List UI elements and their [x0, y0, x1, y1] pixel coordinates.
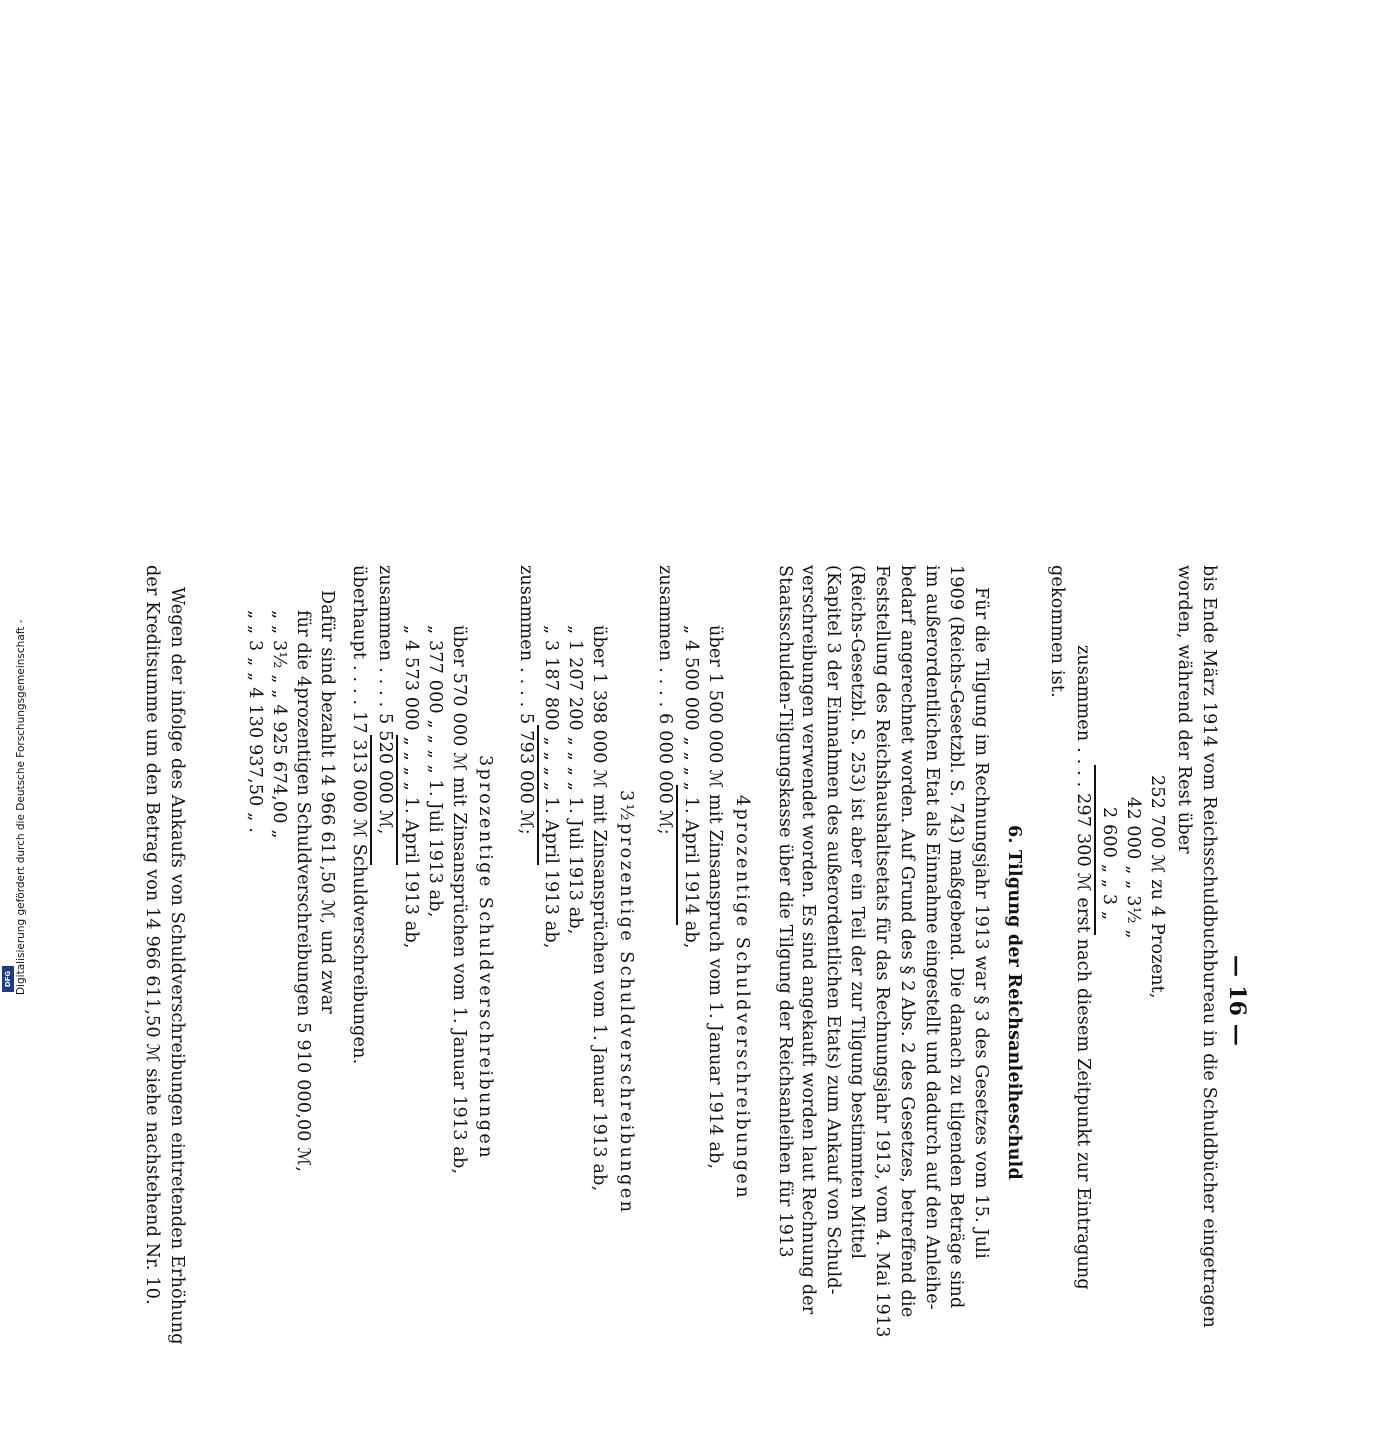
text-line: 2 600 „ „ 3 „	[1099, 807, 1119, 921]
text-line: „ „ 3 „ „ 4 130 937,50 „ .	[245, 610, 265, 834]
text-line: worden, während der Rest über	[1174, 565, 1194, 854]
text-line: zusammen . . . . 5 793 000 ℳ;	[516, 565, 536, 835]
text-line: zusammen . . . . 5 520 000 ℳ,	[375, 565, 395, 835]
text-line: zusammen . . . . 297 300 ℳ erst nach diesem Zeitpunkt zur Eintragung	[1073, 645, 1093, 1290]
text-line: über 1 500 000 ℳ mit Zinsanspruch vom 1. Januar 1914 ab,	[705, 625, 725, 1170]
text-line: (Kapitel 3 der Einnahmen des außerordentlichen Etats) zum Ankauf von Schuld-	[823, 565, 843, 1295]
text-line: der Kreditsumme um den Betrag von 14 966 611,50 ℳ siehe nachstehend Nr. 10.	[142, 565, 162, 1305]
rotated-page-content	[8, 565, 1248, 1445]
text-line: „ 1 207 200 „ „ „ „ 1. Juli 1913 ab,	[565, 625, 585, 935]
sum-rule	[1094, 765, 1096, 935]
text-line: „ 4 500 000 „ „ „ „ 1. April 1914 ab,	[681, 625, 701, 949]
text-line: im außerordentlichen Etat als Einnahme eingestellt und dadurch auf den Anleihe-	[922, 565, 942, 1310]
text-line: zusammen . . . . 6 000 000 ℳ;	[655, 565, 675, 835]
text-line: bis Ende März 1914 vom Reichsschuldbuchbureau in die Schuldbücher eingetragen	[1199, 565, 1219, 1328]
text-line: bedarf angerechnet worden. Auf Grund des § 2 Abs. 2 des Gesetzes, betreffend die	[897, 565, 917, 1318]
subheading: 3prozentige Schuldverschreibungen	[475, 755, 495, 1161]
text-line: Staatsschulden-Tilgungskasse über die Tilgung der Reichsanleihen für 1913	[775, 565, 795, 1258]
text-line: für die 4prozentigen Schuldverschreibungen 5 910 000,00 ℳ,	[293, 610, 313, 1173]
text-line: überhaupt . . . . 17 313 000 ℳ Schuldverschreibungen.	[349, 565, 369, 1065]
text-line: 252 700 ℳ zu 4 Prozent,	[1147, 775, 1167, 999]
text-line: „ 3 187 800 „ „ „ „ 1. April 1913 ab,	[541, 625, 561, 949]
text-line: „ 4 573 000 „ „ „ „ 1. April 1913 ab,	[401, 625, 421, 949]
text-line: über 1 398 000 ℳ mit Zinsansprüchen vom 1. Januar 1913 ab,	[589, 625, 609, 1192]
text-line: über 570 000 ℳ mit Zinsansprüchen vom 1. Januar 1913 ab,	[449, 625, 469, 1175]
sum-rule	[396, 735, 398, 865]
text-line: Wegen der infolge des Ankaufs von Schuldverschreibungen eintretenden Erhöhung	[167, 587, 187, 1345]
subheading: 4prozentige Schuldverschreibungen	[732, 795, 752, 1201]
text-line: gekommen ist.	[1047, 565, 1067, 698]
text-line: 1909 (Reichs-Gesetzbl. S. 743) maßgebend. Die danach zu tilgenden Beträge sind	[946, 565, 966, 1309]
dfg-logo-text: DFG	[4, 970, 12, 988]
sum-rule	[537, 725, 539, 865]
text-line: „ „ 3½ „ „ 4 925 674,00 „	[269, 610, 289, 839]
text-line: Feststellung des Reichshaushaltsetats für das Rechnungsjahr 1913, vom 4. Mai 1913	[872, 565, 892, 1338]
digitization-note: Digitalisierung gefördert durch die Deutsche Forschungsgemeinschaft -	[15, 619, 27, 995]
text-line: Für die Tilgung im Rechnungsjahr 1913 war § 3 des Gesetzes vom 15. Juli	[971, 587, 991, 1259]
text-line: 42 000 „ „ 3½ „	[1123, 797, 1143, 939]
text-line: verschreibungen verwendet worden. Es sind angekauft worden laut Rechnung der	[798, 565, 818, 1315]
sum-rule	[370, 735, 372, 865]
text-line: (Reichs-Gesetzbl. S. 253) ist aber ein Teil der zur Tilgung bestimmten Mittel	[847, 565, 867, 1260]
section-heading: 6. Tilgung der Reichsanleiheschuld	[1004, 825, 1024, 1180]
page-number: — 16 —	[1224, 955, 1250, 1047]
text-line: „ 377 000 „ „ „ „ 1. Juli 1913 ab,	[425, 625, 445, 918]
sum-rule	[676, 785, 678, 925]
dfg-logo	[2, 966, 14, 992]
subheading: 3½prozentige Schuldverschreibungen	[616, 790, 636, 1215]
text-line: Dafür sind bezahlt 14 966 611,50 ℳ, und zwar	[317, 590, 337, 1014]
